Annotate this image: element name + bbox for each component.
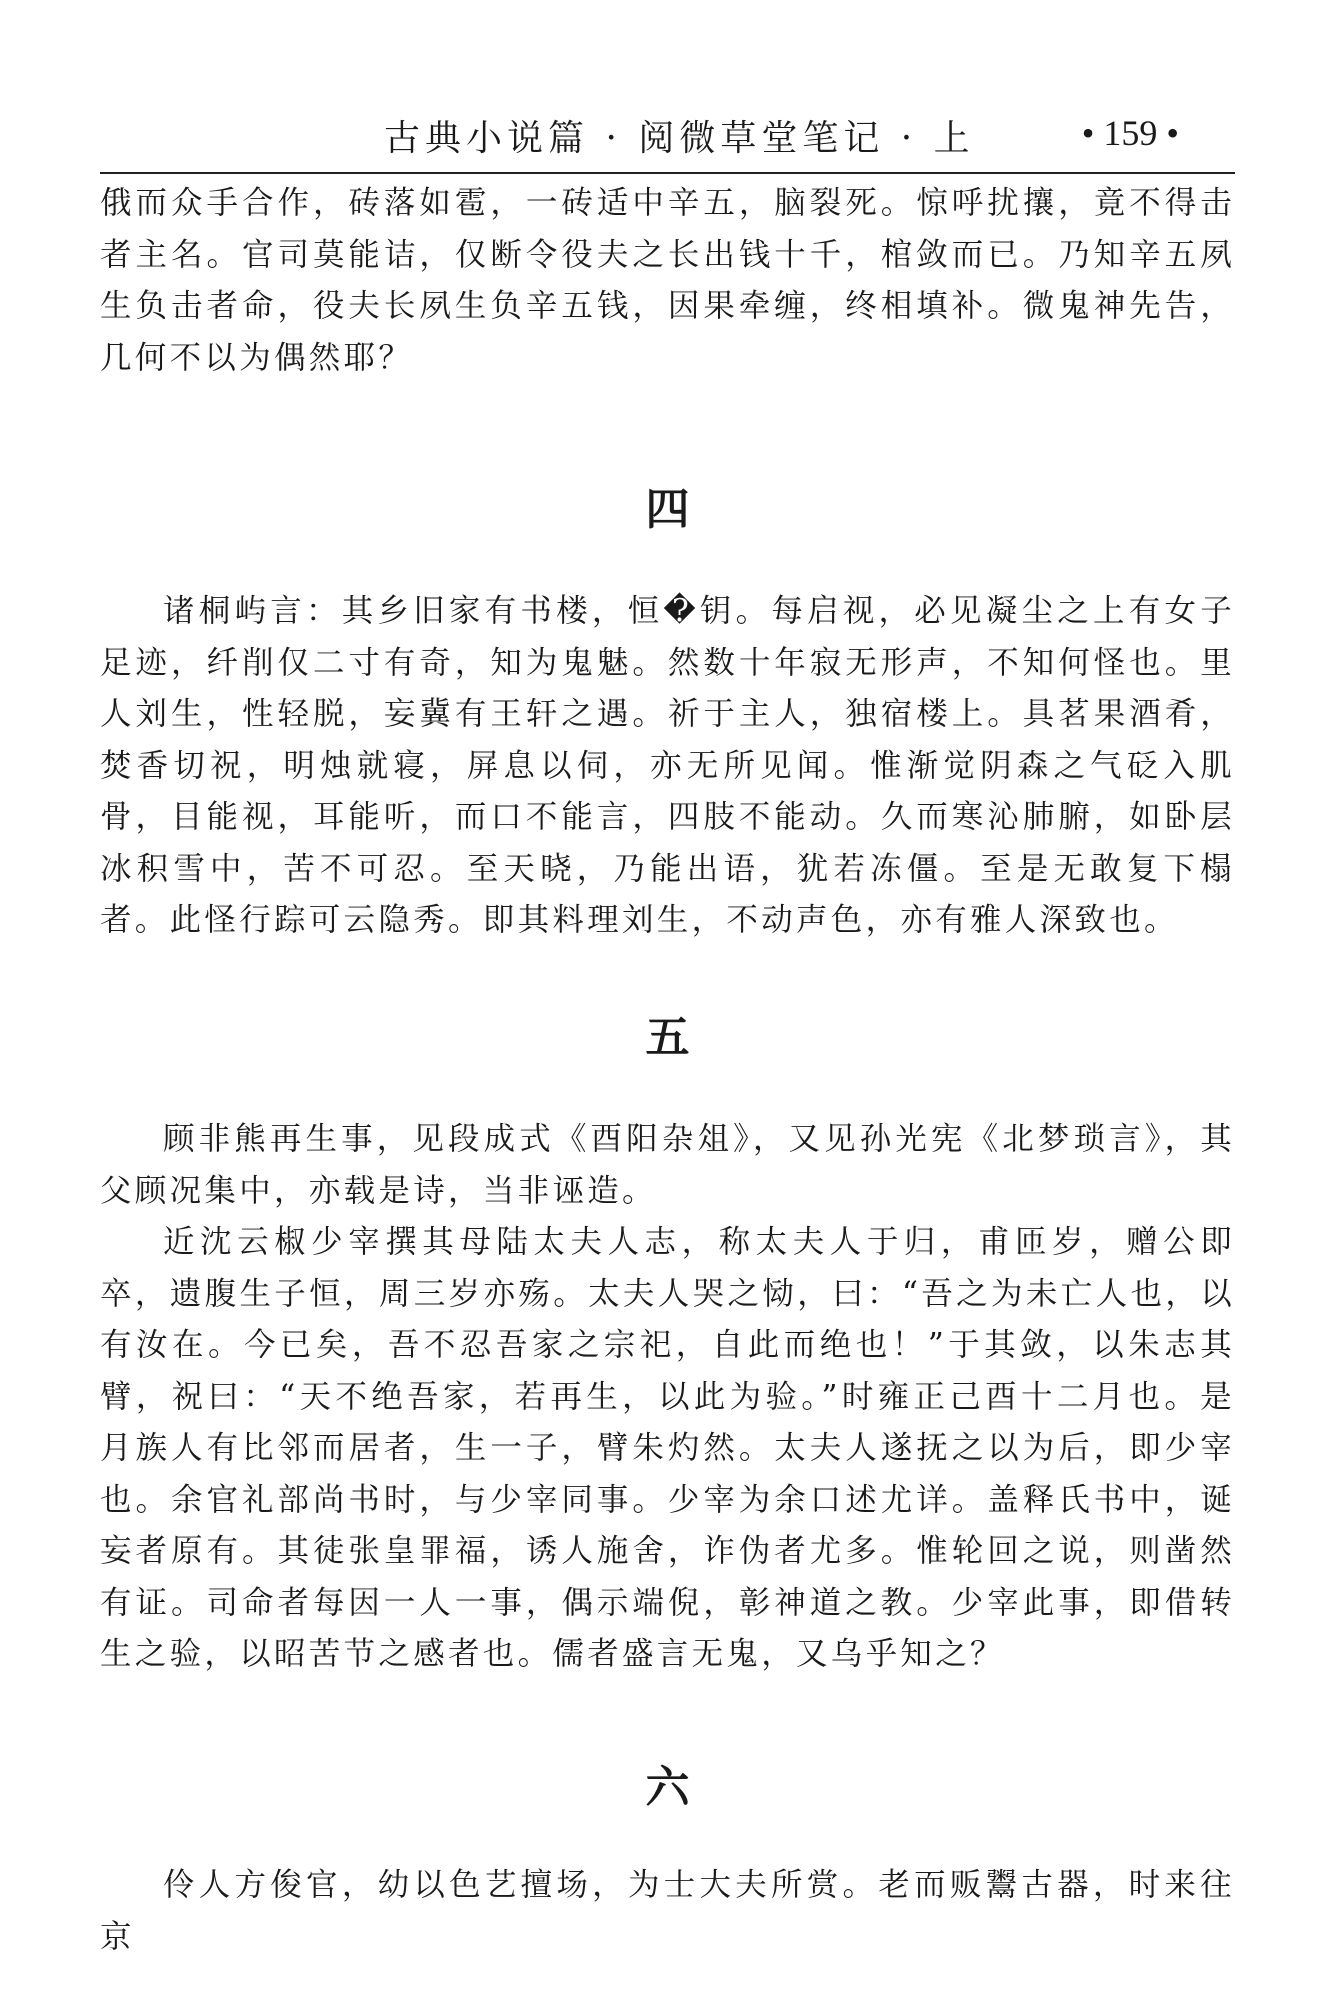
section-6-text (100, 1860, 1235, 1963)
page-number: • 159 • (1081, 113, 1179, 153)
paragraph: 俄而众手合作，砖落如雹，一砖适中辛五，脑裂死。惊呼扰攘，竟不得击者主名。官司莫能诘，仅断令役夫之长出钱十千，棺敛而已。乃知辛五夙生负击者命，役夫长夙生负辛五钱，因果牵缠，终相填补。微鬼神先告，几何不以为偶然耶？ (100, 185, 1235, 376)
paragraph: 近沈云椒少宰撰其母陆太夫人志，称太夫人于归，甫匝岁，赠公即卒，遗腹生子恒，周三岁亦殇。太夫人哭之恸，曰：“吾之为未亡人也，以有汝在。今已矣，吾不忍吾家之宗祀，自此而绝也！”于其敛，以朱志其臂，祝曰：“天不绝吾家，若再生，以此为验。”时雍正己酉十二月也。是月族人有比邻而居者，生一子，臂朱灼然。太夫人遂抚之以为后，即少宰也。余官礼部尚书时，与少宰同事。少宰为余口述尤详。盖释氏书中，诞妄者原有。其徒张皇罪福，诱人施舍，诈伪者尤多。惟轮回之说，则凿然有证。司命者每因一人一事，偶示端倪，彰神道之教。少宰此事，即借转生之验，以昭苦节之感者也。儒者盛言无鬼，又乌乎知之？ (100, 1224, 1235, 1672)
running-header (100, 100, 1235, 174)
section-4-text (100, 586, 1235, 947)
paragraph: 伶人方俊官，幼以色艺擅场，为士大夫所赏。老而贩鬻古器，时来往京 (100, 1867, 1235, 1955)
section-5-text (100, 1114, 1235, 1681)
section-heading-4: 四 (645, 484, 690, 535)
opening-text-block (100, 178, 1235, 384)
book-title: 古典小说篇 · 阅微草堂笔记 · 上 (384, 118, 975, 159)
section-heading-5: 五 (645, 1012, 690, 1063)
section-heading-6: 六 (645, 1762, 690, 1813)
paragraph: 顾非熊再生事，见段成式《酉阳杂俎》，又见孙光宪《北梦琐言》，其父顾况集中，亦载是诗，当非诬造。 (100, 1121, 1235, 1209)
paragraph: 诸桐屿言：其乡旧家有书楼，恒�钥。每启视，必见凝尘之上有女子足迹，纤削仅二寸有奇，知为鬼魅。然数十年寂无形声，不知何怪也。里人刘生，性轻脱，妄冀有王轩之遇。祈于主人，独宿楼上。具茗果酒肴，焚香切祝，明烛就寝，屏息以伺，亦无所见闻。惟渐觉阴森之气砭入肌骨，目能视，耳能听，而口不能言，四肢不能动。久而寒沁肺腑，如卧层冰积雪中，苦不可忍。至天晓，乃能出语，犹若冻僵。至是无敢复下榻者。此怪行踪可云隐秀。即其料理刘生，不动声色，亦有雅人深致也。 (100, 593, 1235, 938)
